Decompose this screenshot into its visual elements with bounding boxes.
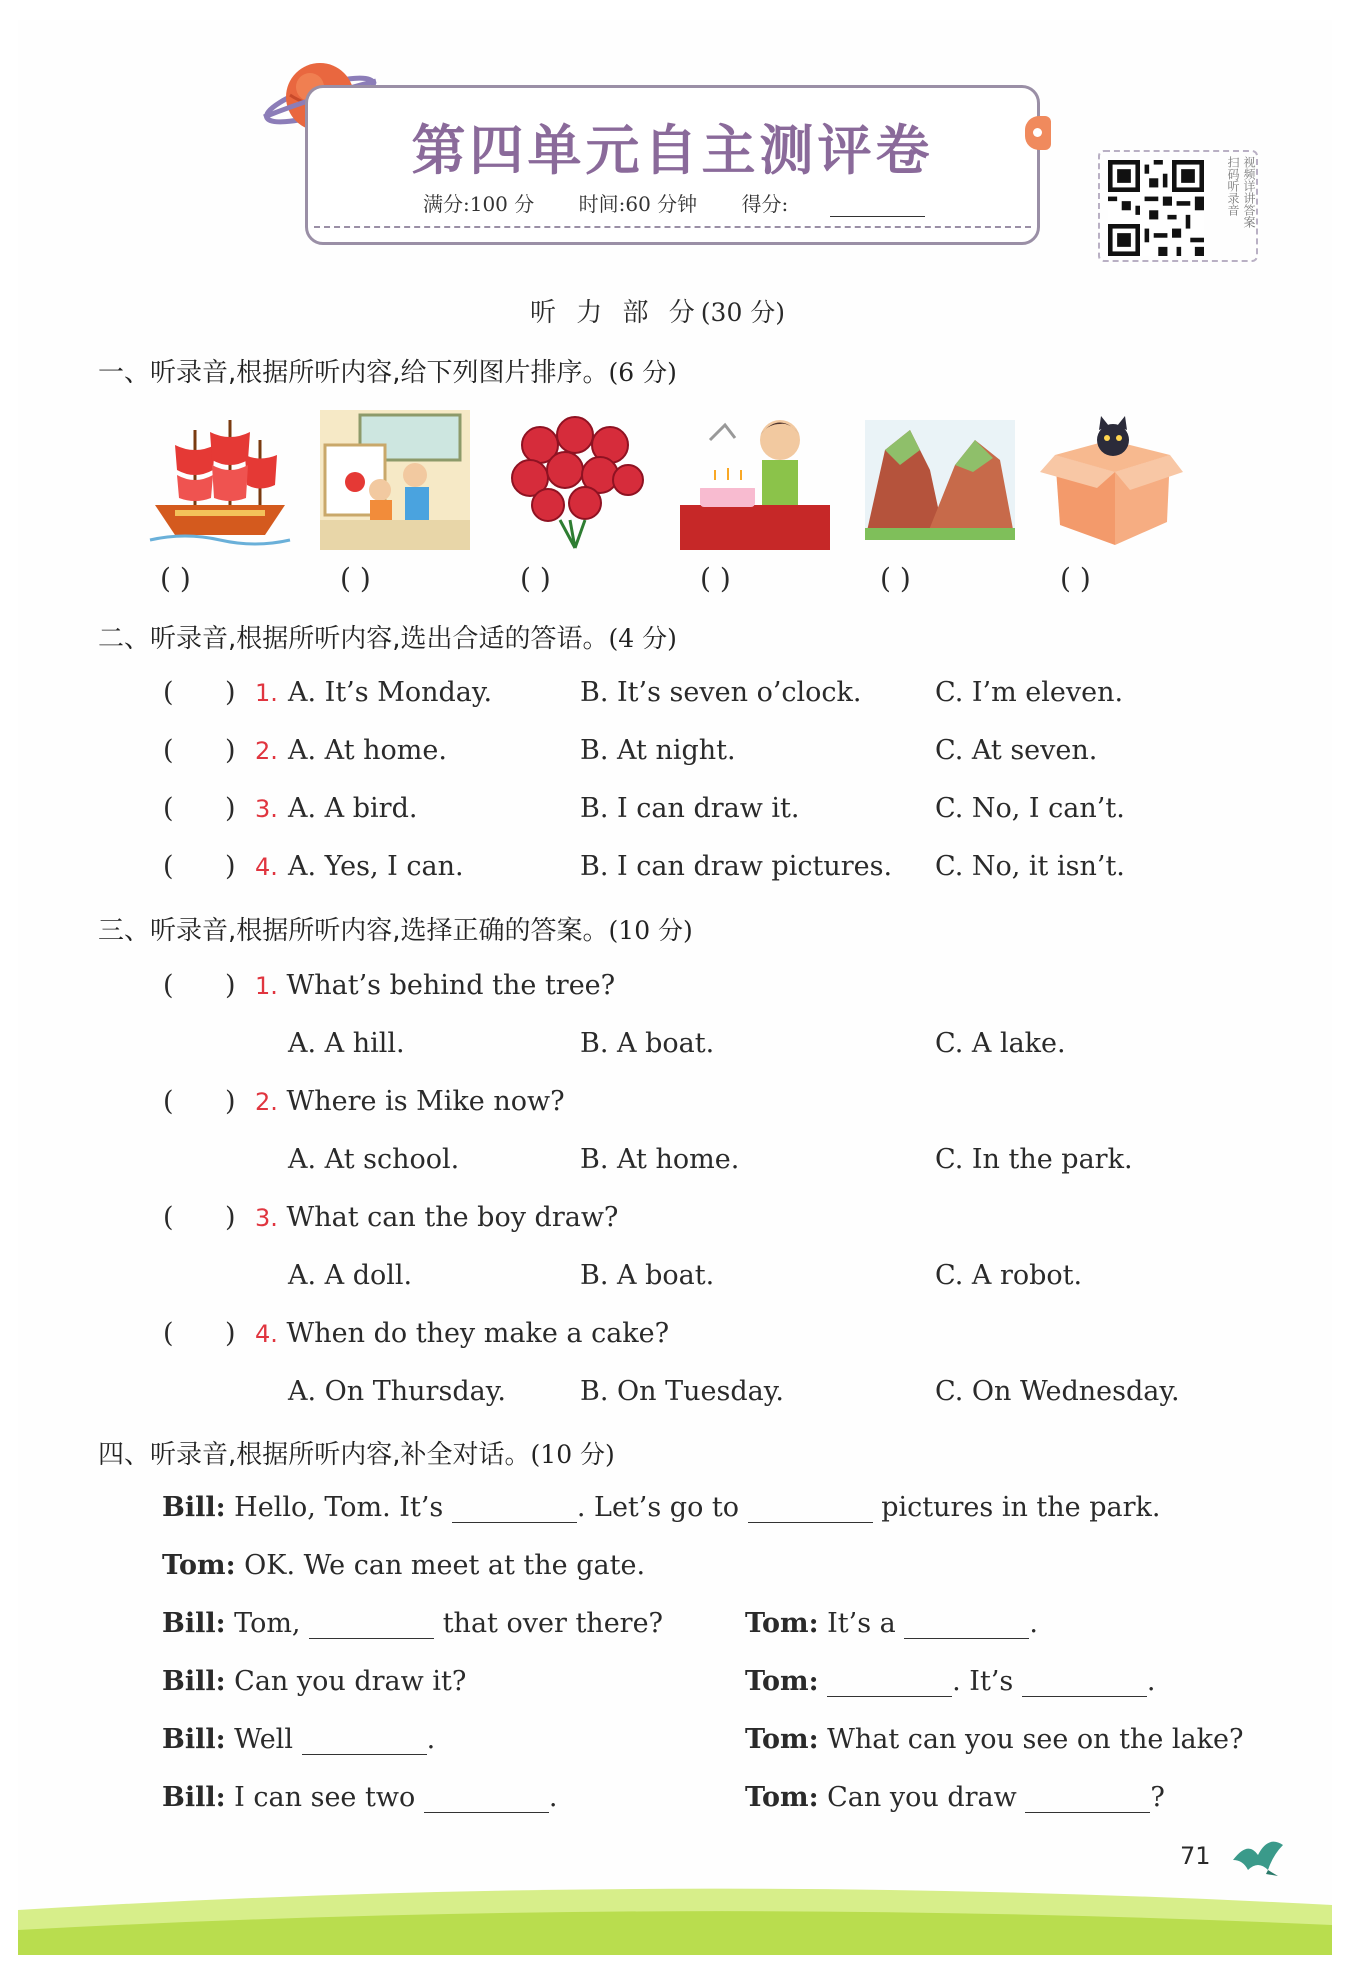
option-c: C. At seven. bbox=[935, 735, 1098, 766]
option-b: B. A boat. bbox=[580, 1260, 715, 1291]
speaker-tom: Tom: bbox=[745, 1666, 819, 1697]
option-b: B. A boat. bbox=[580, 1028, 715, 1059]
dialogue-line: Bill: I can see two . bbox=[162, 1782, 558, 1813]
dialogue-line: Bill: Can you draw it? bbox=[162, 1666, 467, 1697]
dialogue-line: Bill: Tom, that over there? bbox=[162, 1608, 664, 1639]
answer-bracket[interactable]: ( ) bbox=[880, 562, 911, 595]
option-a: A. Yes, I can. bbox=[288, 851, 464, 882]
tab-decoration bbox=[1025, 116, 1051, 150]
roses-picture bbox=[500, 410, 650, 550]
qr-note-col: 扫码听录音 bbox=[1226, 156, 1240, 216]
qr-note-col: 视频详讲答案 bbox=[1242, 156, 1256, 228]
option-c: C. No, I can’t. bbox=[935, 793, 1125, 824]
cake-picture bbox=[680, 410, 830, 550]
time-limit: 时间:60 分钟 bbox=[578, 192, 698, 216]
section-3-heading: 三、听录音,根据所听内容,选择正确的答案。(10 分) bbox=[98, 916, 693, 946]
option-a: A. It’s Monday. bbox=[288, 677, 493, 708]
section-1-heading: 一、听录音,根据所听内容,给下列图片排序。(6 分) bbox=[98, 358, 677, 388]
question-text: 2. Where is Mike now? bbox=[255, 1086, 565, 1117]
answer-bracket[interactable]: ( ) bbox=[163, 735, 236, 766]
ship-picture bbox=[145, 410, 295, 550]
option-b: B. At night. bbox=[580, 735, 736, 766]
fill-blank[interactable] bbox=[827, 1669, 952, 1697]
score-label: 得分: bbox=[741, 192, 789, 216]
dialogue-line: Tom: OK. We can meet at the gate. bbox=[162, 1550, 646, 1581]
fill-blank[interactable] bbox=[302, 1727, 427, 1755]
score-blank[interactable] bbox=[830, 216, 925, 217]
dialogue-line: Bill: Well . bbox=[162, 1724, 436, 1755]
picture-row bbox=[140, 410, 1200, 550]
option-b: B. It’s seven o’clock. bbox=[580, 677, 862, 708]
cat-in-box-picture bbox=[1035, 410, 1185, 550]
fill-blank[interactable] bbox=[1022, 1669, 1147, 1697]
page-number: 71 bbox=[1180, 1842, 1211, 1870]
question-text: 4. When do they make a cake? bbox=[255, 1318, 670, 1349]
option-a: A. At school. bbox=[288, 1144, 460, 1175]
title-box bbox=[305, 85, 1040, 245]
question-row: 1. bbox=[255, 679, 278, 707]
speaker-tom: Tom: bbox=[745, 1782, 819, 1813]
dialogue-line: Bill: Hello, Tom. It’s . Let’s go to pictures in the park. bbox=[162, 1492, 1161, 1523]
fill-blank[interactable] bbox=[748, 1495, 873, 1523]
answer-bracket[interactable]: ( ) bbox=[163, 677, 236, 708]
footer-band bbox=[18, 1870, 1332, 1955]
answer-bracket[interactable]: ( ) bbox=[520, 562, 551, 595]
dialogue-line: Tom: . It’s . bbox=[745, 1666, 1156, 1697]
answer-bracket[interactable]: ( ) bbox=[1060, 562, 1091, 595]
answer-bracket[interactable]: ( ) bbox=[163, 1202, 236, 1233]
option-a: A. At home. bbox=[288, 735, 447, 766]
question-text: 1. What’s behind the tree? bbox=[255, 970, 616, 1001]
answer-bracket[interactable]: ( ) bbox=[163, 1086, 236, 1117]
option-b: B. On Tuesday. bbox=[580, 1376, 784, 1407]
qr-code-icon[interactable] bbox=[1108, 160, 1204, 256]
option-a: A. A hill. bbox=[288, 1028, 405, 1059]
option-c: C. On Wednesday. bbox=[935, 1376, 1180, 1407]
option-b: B. I can draw it. bbox=[580, 793, 800, 824]
fill-blank[interactable] bbox=[424, 1785, 549, 1813]
answer-bracket[interactable]: ( ) bbox=[163, 970, 236, 1001]
option-c: C. I’m eleven. bbox=[935, 677, 1124, 708]
score-field[interactable] bbox=[742, 192, 964, 216]
fill-blank[interactable] bbox=[452, 1495, 577, 1523]
question-row: 2. bbox=[255, 737, 278, 765]
dialogue-line: Tom: It’s a . bbox=[745, 1608, 1038, 1639]
meta-line bbox=[423, 188, 1001, 217]
speaker-bill: Bill: bbox=[162, 1608, 226, 1639]
speaker-tom: Tom: bbox=[162, 1550, 236, 1581]
option-b: B. I can draw pictures. bbox=[580, 851, 893, 882]
painting-picture bbox=[320, 410, 470, 550]
speaker-bill: Bill: bbox=[162, 1492, 226, 1523]
speaker-tom: Tom: bbox=[745, 1724, 819, 1755]
dialogue-line: Tom: What can you see on the lake? bbox=[745, 1724, 1244, 1755]
option-c: C. No, it isn’t. bbox=[935, 851, 1125, 882]
fill-blank[interactable] bbox=[309, 1611, 434, 1639]
answer-bracket[interactable]: ( ) bbox=[163, 851, 236, 882]
dialogue-line: Tom: Can you draw ? bbox=[745, 1782, 1165, 1813]
question-row: 3. bbox=[255, 795, 278, 823]
option-a: A. On Thursday. bbox=[288, 1376, 506, 1407]
option-c: C. In the park. bbox=[935, 1144, 1133, 1175]
section-4-heading: 四、听录音,根据所听内容,补全对话。(10 分) bbox=[98, 1440, 615, 1470]
fill-blank[interactable] bbox=[904, 1611, 1029, 1639]
question-text: 3. What can the boy draw? bbox=[255, 1202, 619, 1233]
divider bbox=[314, 226, 1031, 228]
option-a: A. A doll. bbox=[288, 1260, 413, 1291]
option-c: C. A lake. bbox=[935, 1028, 1066, 1059]
qr-box bbox=[1098, 150, 1258, 262]
option-b: B. At home. bbox=[580, 1144, 740, 1175]
fill-blank[interactable] bbox=[1025, 1785, 1150, 1813]
option-a: A. A bird. bbox=[288, 793, 418, 824]
question-row: 4. bbox=[255, 853, 278, 881]
answer-bracket[interactable]: ( ) bbox=[340, 562, 371, 595]
speaker-bill: Bill: bbox=[162, 1724, 226, 1755]
full-score: 满分:100 分 bbox=[423, 192, 535, 216]
page-title: 第四单元自主测评卷 bbox=[411, 119, 934, 182]
answer-bracket[interactable]: ( ) bbox=[160, 562, 191, 595]
qr-note bbox=[1210, 156, 1256, 228]
hills-picture bbox=[865, 410, 1015, 550]
answer-bracket[interactable]: ( ) bbox=[163, 1318, 236, 1349]
answer-bracket[interactable]: ( ) bbox=[700, 562, 731, 595]
speaker-bill: Bill: bbox=[162, 1666, 226, 1697]
option-c: C. A robot. bbox=[935, 1260, 1083, 1291]
speaker-bill: Bill: bbox=[162, 1782, 226, 1813]
answer-bracket[interactable]: ( ) bbox=[163, 793, 236, 824]
part-title: 听 力 部 分(30 分) bbox=[530, 298, 786, 328]
speaker-tom: Tom: bbox=[745, 1608, 819, 1639]
section-2-heading: 二、听录音,根据所听内容,选出合适的答语。(4 分) bbox=[98, 624, 677, 654]
